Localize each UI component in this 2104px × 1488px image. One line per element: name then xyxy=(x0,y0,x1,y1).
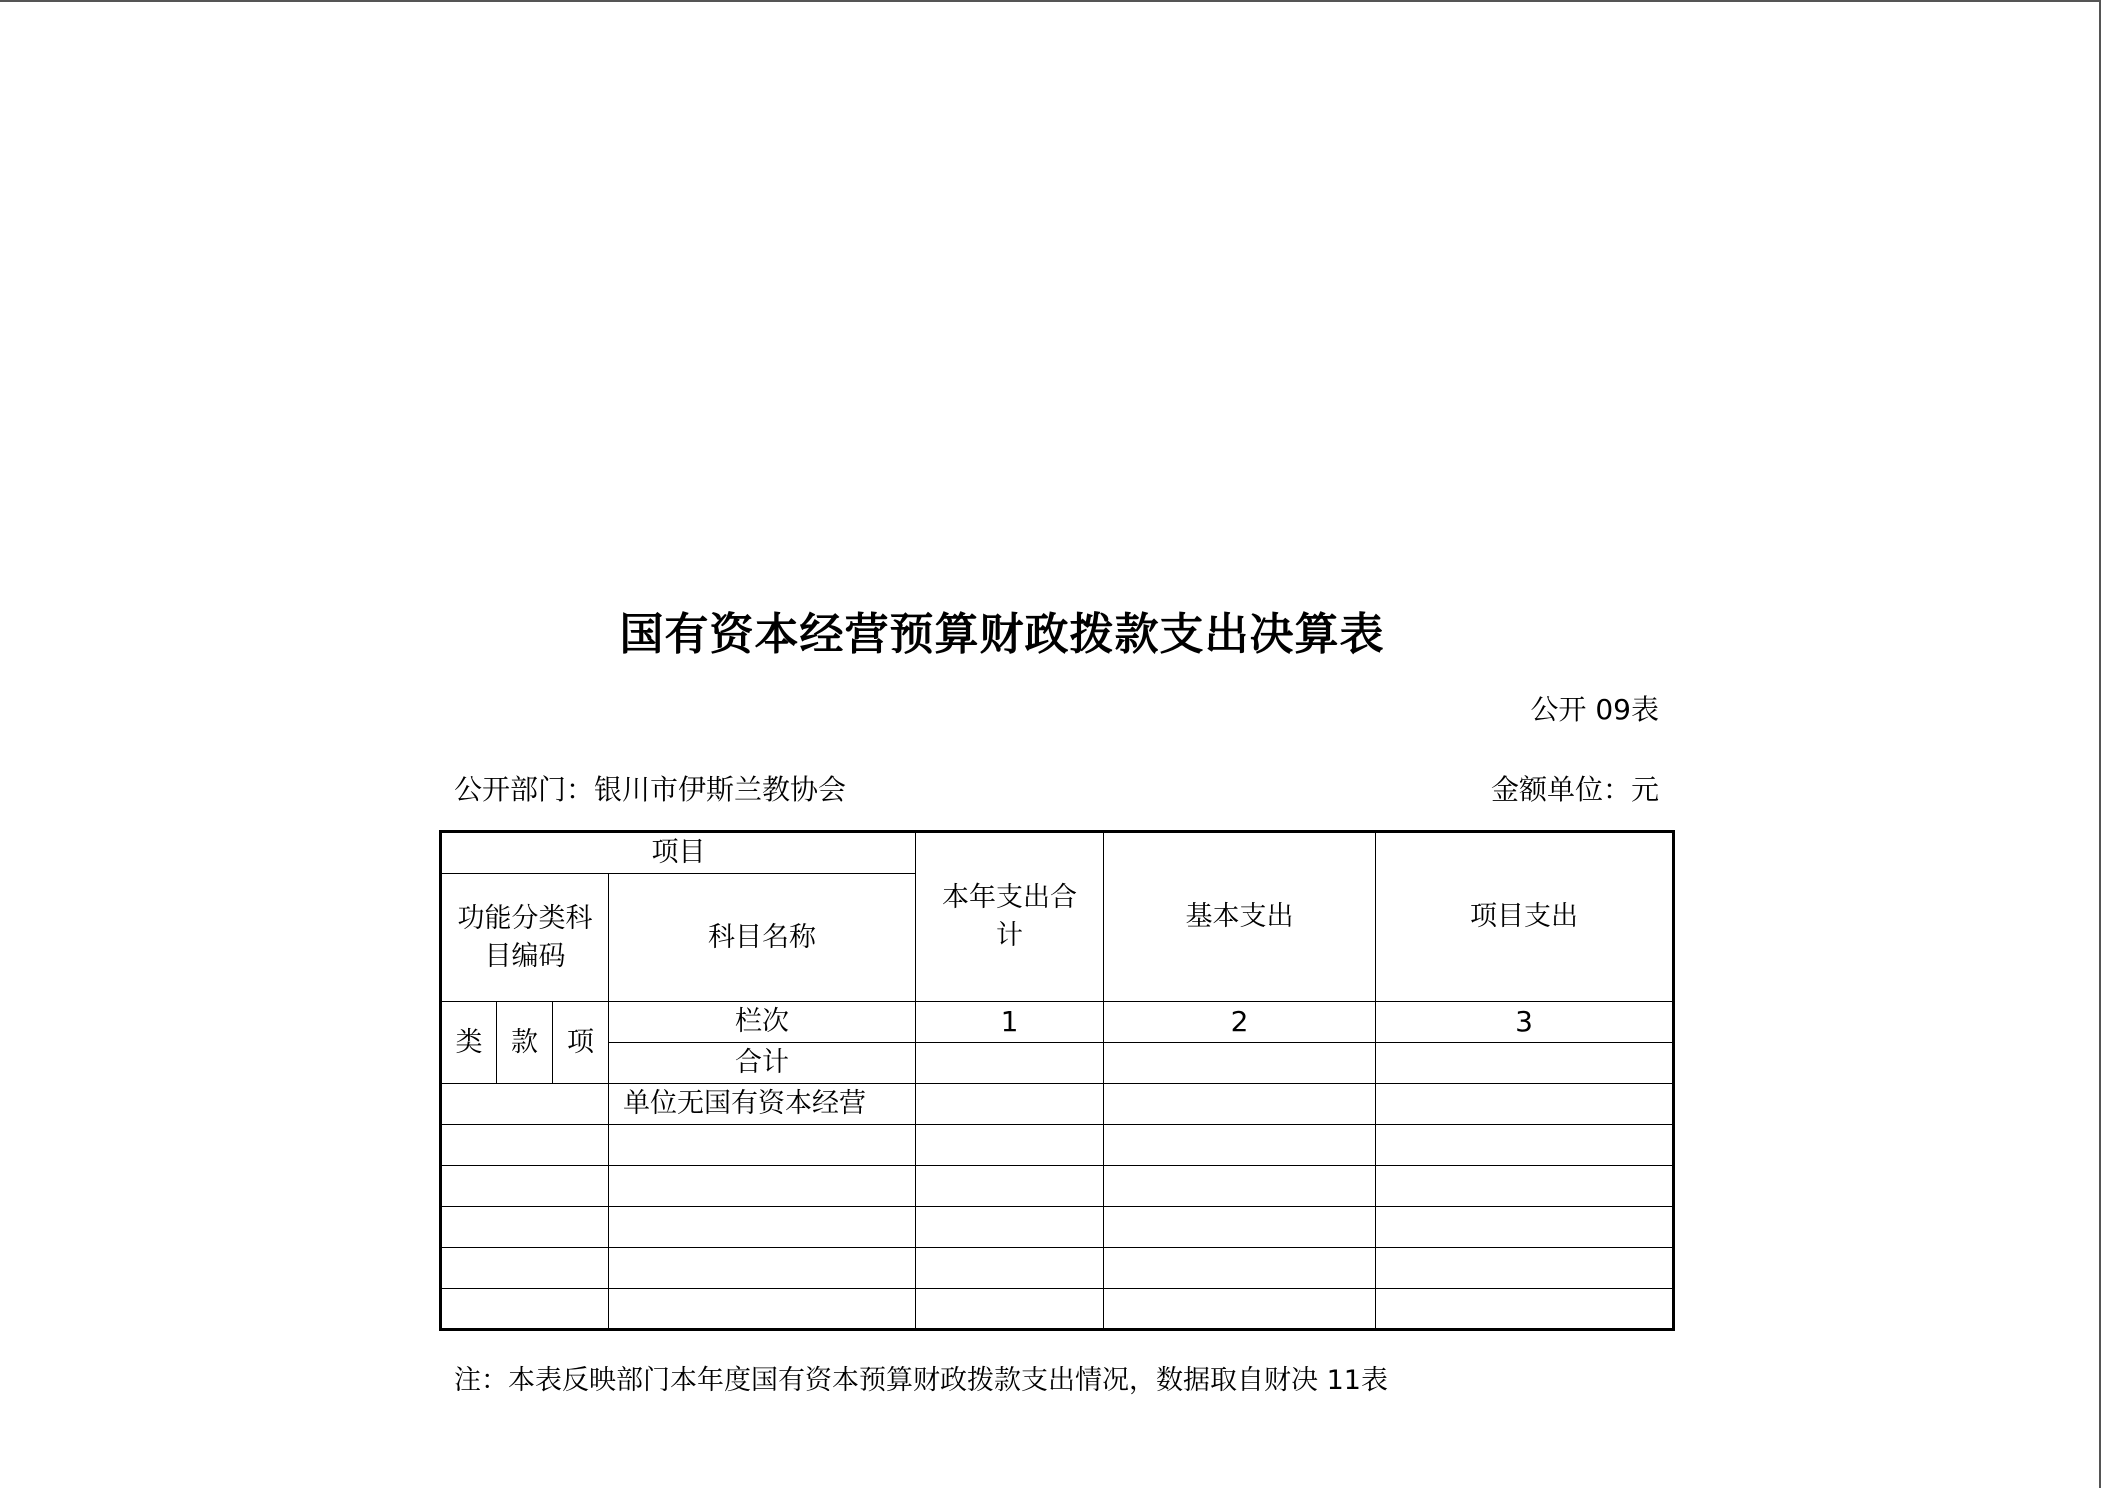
row-project xyxy=(1376,1125,1674,1166)
row-subject-name xyxy=(609,1248,916,1289)
row-code xyxy=(441,1248,609,1289)
col-index-3: 3 xyxy=(1376,1002,1674,1043)
index-row xyxy=(441,1002,1674,1043)
row-total xyxy=(916,1289,1104,1330)
footnote-suffix: 表 xyxy=(1360,1365,1388,1396)
row-subject-name xyxy=(609,1125,916,1166)
header-row-1 xyxy=(441,832,1674,874)
table-row xyxy=(441,1207,1674,1248)
table-code-prefix: 公开 xyxy=(1530,693,1587,726)
row-project xyxy=(1376,1166,1674,1207)
sum-label: 合计 xyxy=(609,1043,916,1084)
header-basic: 基本支出 xyxy=(1104,832,1376,1002)
row-project xyxy=(1376,1207,1674,1248)
row-code xyxy=(441,1207,609,1248)
footnote xyxy=(454,1358,1388,1397)
row-total xyxy=(916,1248,1104,1289)
row-basic xyxy=(1104,1166,1376,1207)
row-project xyxy=(1376,1289,1674,1330)
row-total xyxy=(916,1207,1104,1248)
row-subject-name: 单位无国有资本经营 xyxy=(609,1084,916,1125)
row-code xyxy=(441,1289,609,1330)
row-project xyxy=(1376,1248,1674,1289)
row-subject-name xyxy=(609,1207,916,1248)
row-subject-name xyxy=(609,1166,916,1207)
row-basic xyxy=(1104,1289,1376,1330)
section-label: 款 xyxy=(497,1002,553,1084)
header-total xyxy=(916,832,1104,1002)
header-subject-name: 科目名称 xyxy=(609,874,916,1002)
row-code xyxy=(441,1125,609,1166)
table-code-suffix: 表 xyxy=(1630,693,1659,726)
col-index-2: 2 xyxy=(1104,1002,1376,1043)
row-basic xyxy=(1104,1248,1376,1289)
sum-project xyxy=(1376,1043,1674,1084)
row-basic xyxy=(1104,1084,1376,1125)
row-index-label: 栏次 xyxy=(609,1002,916,1043)
table-row xyxy=(441,1125,1674,1166)
row-total xyxy=(916,1166,1104,1207)
table-row xyxy=(441,1289,1674,1330)
row-total xyxy=(916,1084,1104,1125)
expenditure-table xyxy=(439,830,1675,1331)
class-label: 类 xyxy=(441,1002,497,1084)
header-project: 项目支出 xyxy=(1376,832,1674,1002)
footnote-number: 11 xyxy=(1326,1365,1361,1396)
department-label: 公开部门：银川市伊斯兰教协会 xyxy=(454,773,847,806)
row-code xyxy=(441,1166,609,1207)
row-project xyxy=(1376,1084,1674,1125)
table-row xyxy=(441,1166,1674,1207)
row-basic xyxy=(1104,1207,1376,1248)
row-code xyxy=(441,1084,609,1125)
sum-basic xyxy=(1104,1043,1376,1084)
table-row xyxy=(441,1084,1674,1125)
page-title: 国有资本经营预算财政拨款支出决算表 xyxy=(619,609,1385,660)
sum-total xyxy=(916,1043,1104,1084)
item-label: 项 xyxy=(553,1002,609,1084)
header-total-text: 本年支出合计 xyxy=(942,882,1077,951)
header-item: 项目 xyxy=(441,832,916,874)
row-total xyxy=(916,1125,1104,1166)
footnote-text: 注：本表反映部门本年度国有资本预算财政拨款支出情况，数据取自财决 xyxy=(454,1365,1318,1396)
table-row xyxy=(441,1248,1674,1289)
table-code-number: 09 xyxy=(1595,693,1631,726)
header-func-code-text: 功能分类科目编码 xyxy=(457,902,593,972)
table-code xyxy=(1530,688,1659,728)
sum-row xyxy=(441,1043,1674,1084)
row-subject-name xyxy=(609,1289,916,1330)
row-basic xyxy=(1104,1125,1376,1166)
col-index-1: 1 xyxy=(916,1002,1104,1043)
header-func-code xyxy=(441,874,609,1002)
unit-label: 金额单位：元 xyxy=(1490,773,1659,806)
